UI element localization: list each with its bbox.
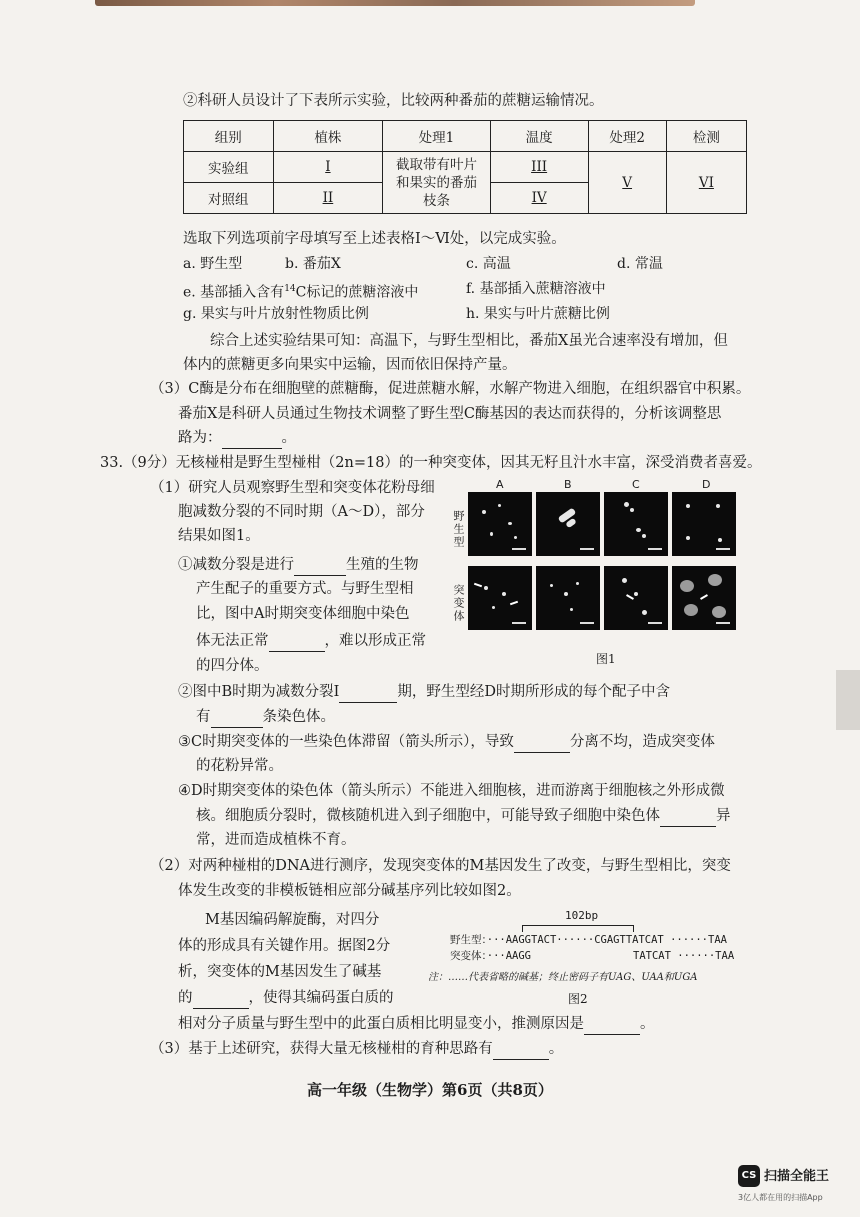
mutant-sequence-row: 突变体：···AAGG bbox=[450, 950, 532, 962]
row-label-wild: 野生型 bbox=[452, 510, 465, 549]
q32-intro: ②科研人员设计了下表所示实验，比较两种番茄的蔗糖运输情况。 bbox=[183, 93, 604, 109]
treatment1-cell: 截取带有叶片和果实的番茄枝条 bbox=[383, 152, 490, 214]
blank-V: V bbox=[588, 152, 666, 214]
micrograph-mutant-D bbox=[672, 566, 736, 630]
scan-margin-shadow bbox=[836, 670, 860, 730]
q32-conclusion-1: 综合上述实验结果可知：高温下，与野生型相比，番茄X虽光合速率没有增加，但 bbox=[210, 333, 728, 349]
q33-p2-line1: （2）对两种椪柑的DNA进行测序，发现突变体的M基因发生了改变，与野生型相比，突变 bbox=[150, 858, 731, 874]
micrograph-mutant-A bbox=[468, 566, 532, 630]
row-label-mutant: 突变体 bbox=[452, 584, 465, 623]
q33-p2-line5: 析，突变体的M基因发生了碱基 bbox=[178, 964, 382, 980]
scan-edge bbox=[95, 0, 695, 6]
q33-p2-line2: 体发生改变的非模板链相应部分碱基序列比较如图2。 bbox=[178, 883, 521, 899]
micrograph-mutant-C bbox=[604, 566, 668, 630]
q33-s1-line1: ①减数分裂是进行 生殖的生物 bbox=[178, 554, 419, 576]
q33-s1-line2: 产生配子的重要方式。与野生型相 bbox=[196, 581, 414, 597]
q33-s2-line2: 有 条染色体。 bbox=[196, 706, 335, 728]
q33-s4-line1: ④D时期突变体的染色体（箭头所示）不能进入细胞核，进而游离于细胞核之外形成微 bbox=[178, 783, 725, 799]
option-g: g. 果实与叶片放射性物质比例 bbox=[183, 306, 369, 322]
th-group: 组别 bbox=[184, 121, 274, 152]
th-treatment1: 处理1 bbox=[383, 121, 490, 152]
wild-sequence-row: 野生型：···AAGGTACT······CGAGTTATCAT ······TAA bbox=[450, 934, 727, 946]
q33-p1-line2: 胞减数分裂的不同时期（A～D），部分 bbox=[178, 504, 425, 520]
row-control-label: 对照组 bbox=[184, 183, 274, 214]
option-a: a. 野生型 bbox=[183, 256, 243, 272]
th-detect: 检测 bbox=[666, 121, 746, 152]
mutant-sequence-right: TATCAT ······TAA bbox=[633, 950, 735, 962]
q33-p3: （3）基于上述研究，获得大量无核椪柑的育种思路有 。 bbox=[150, 1038, 563, 1060]
q33-p1-line3: 结果如图1。 bbox=[178, 528, 260, 544]
camscanner-logo-icon: CS bbox=[738, 1165, 760, 1187]
option-e: e. 基部插入含有$^{14}$C标记的蔗糖溶液中 bbox=[183, 284, 419, 301]
blank-II: II bbox=[273, 183, 383, 214]
th-temperature: 温度 bbox=[490, 121, 588, 152]
th-plant: 植株 bbox=[273, 121, 383, 152]
figure-2-caption: 图2 bbox=[568, 992, 588, 1006]
col-label-A: A bbox=[496, 478, 504, 491]
q33-title: 33.（9分）无核椪柑是野生型椪柑（2n=18）的一种突变体，因其无籽且汁水丰富，深受消费者喜爱。 bbox=[100, 455, 762, 471]
micrograph-wild-B bbox=[536, 492, 600, 556]
option-h: h. 果实与叶片蔗糖比例 bbox=[466, 306, 610, 322]
q32-instruction: 选取下列选项前字母填写至上述表格Ⅰ～Ⅵ处，以完成实验。 bbox=[183, 231, 566, 247]
option-d: d. 常温 bbox=[617, 256, 663, 272]
camscanner-tagline: 3亿人都在用的扫描App bbox=[738, 1193, 823, 1202]
q33-s3-line1: ③C时期突变体的一些染色体滞留（箭头所示），导致 分离不均，造成突变体 bbox=[178, 731, 715, 753]
micrograph-wild-D bbox=[672, 492, 736, 556]
q33-s3-line2: 的花粉异常。 bbox=[196, 758, 283, 774]
blank-IV: IV bbox=[490, 183, 588, 214]
col-label-B: B bbox=[564, 478, 572, 491]
micrograph-wild-C bbox=[604, 492, 668, 556]
q32-part3-line3: 路为： 。 bbox=[178, 427, 296, 449]
q32-part3-line1: （3）C酶是分布在细胞壁的蔗糖酶，促进蔗糖水解，水解产物进入细胞，在组织器官中积累。 bbox=[150, 381, 751, 397]
q33-p2-line6: 的 ，使得其编码蛋白质的 bbox=[178, 987, 394, 1009]
micrograph-wild-A bbox=[468, 492, 532, 556]
row-experiment-label: 实验组 bbox=[184, 152, 274, 183]
q33-s1-line3: 比，图中A时期突变体细胞中染色 bbox=[196, 606, 410, 622]
option-f: f. 基部插入蔗糖溶液中 bbox=[466, 281, 606, 297]
q33-s4-line3: 常，进而造成植株不育。 bbox=[196, 832, 356, 848]
figure-2-note: 注：……代表省略的碱基；终止密码子有UAG、UAA和UGA bbox=[428, 972, 698, 983]
page-footer: 高一年级（生物学）第6页（共8页） bbox=[307, 1081, 553, 1099]
q33-p2-line3: M基因编码解旋酶，对四分 bbox=[205, 912, 380, 928]
col-label-C: C bbox=[632, 478, 640, 491]
figure-1 bbox=[452, 478, 758, 674]
col-label-D: D bbox=[702, 478, 711, 491]
q33-s4-line2: 核。细胞质分裂时，微核随机进入到子细胞中，可能导致子细胞中染色体 异 bbox=[196, 805, 731, 827]
blank-I: I bbox=[273, 152, 383, 183]
q33-s1-line5: 的四分体。 bbox=[196, 658, 269, 674]
bp-label: 102bp bbox=[565, 909, 599, 922]
option-c: c. 高温 bbox=[466, 256, 511, 272]
option-b: b. 番茄X bbox=[285, 256, 341, 272]
q32-conclusion-2: 体内的蔗糖更多向果实中运输，因而依旧保持产量。 bbox=[183, 357, 517, 373]
q33-p1-line1: （1）研究人员观察野生型和突变体花粉母细 bbox=[150, 480, 435, 496]
q33-s2-line1: ②图中B时期为减数分裂Ⅰ 期，野生型经D时期所形成的每个配子中含 bbox=[178, 681, 670, 703]
figure-2 bbox=[428, 905, 760, 1006]
figure-1-caption: 图1 bbox=[596, 652, 616, 666]
th-treatment2: 处理2 bbox=[588, 121, 666, 152]
q33-s1-line4: 体无法正常 ，难以形成正常 bbox=[196, 630, 426, 652]
camscanner-brand: 扫描全能王 bbox=[764, 1169, 830, 1184]
blank-III: III bbox=[490, 152, 588, 183]
q32-part3-line2: 番茄X是科研人员通过生物技术调整了野生型C酶基因的表达而获得的，分析该调整思 bbox=[178, 406, 722, 422]
q33-p2-line7: 相对分子质量与野生型中的此蛋白质相比明显变小，推测原因是 。 bbox=[178, 1013, 655, 1035]
blank-VI: VI bbox=[666, 152, 746, 214]
micrograph-mutant-B bbox=[536, 566, 600, 630]
q33-p2-line4: 体的形成具有关键作用。据图2分 bbox=[178, 938, 391, 954]
experiment-table bbox=[183, 120, 747, 214]
